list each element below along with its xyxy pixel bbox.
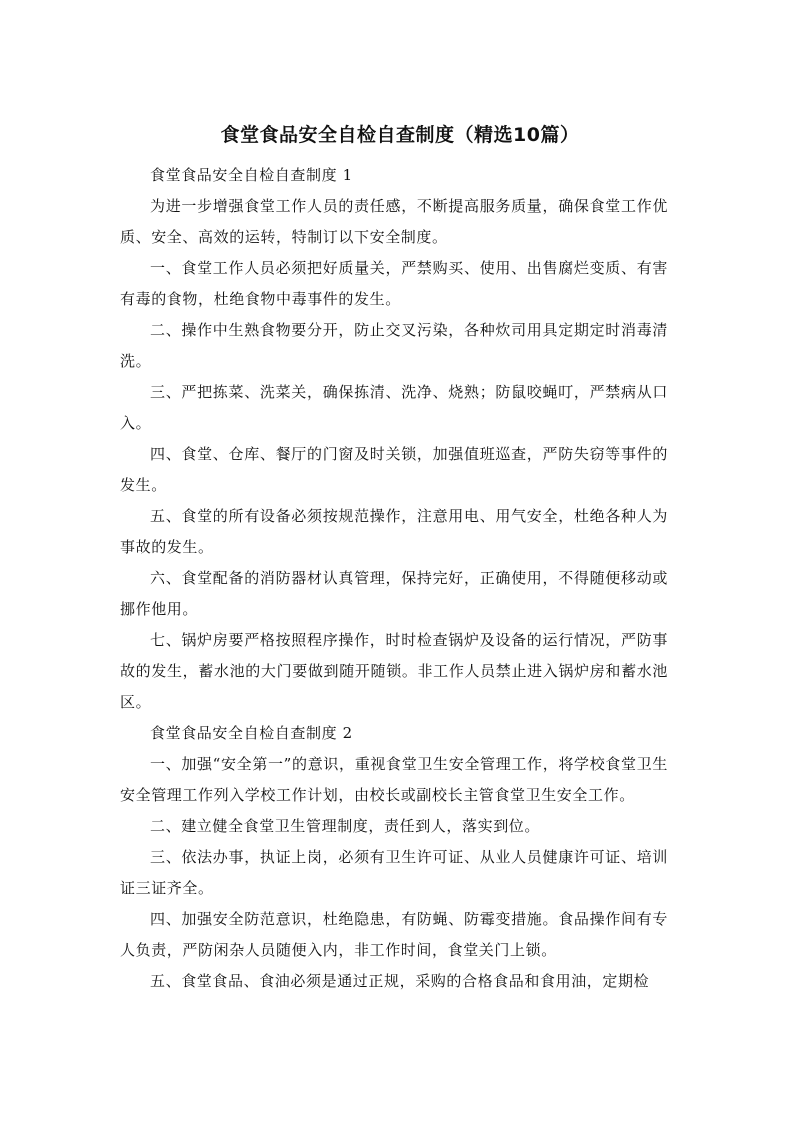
paragraph: 七、锅炉房要严格按照程序操作，时时检查锅炉及设备的运行情况，严防事故的发生，蓄水池的大门要做到随开随锁。非工作人员禁止进入锅炉房和蓄水池区。 xyxy=(120,631,668,711)
paragraph: 三、严把拣菜、洗菜关，确保拣清、洗净、烧熟；防鼠咬蝇叮，严禁病从口入。 xyxy=(120,383,668,432)
paragraph: 为进一步增强食堂工作人员的责任感，不断提高服务质量，确保食堂工作优质、安全、高效的运转，特制订以下安全制度。 xyxy=(120,197,668,246)
paragraph: 四、食堂、仓库、餐厅的门窗及时关锁，加强值班巡查，严防失窃等事件的发生。 xyxy=(120,445,668,494)
paragraph: 五、食堂的所有设备必须按规范操作，注意用电、用气安全，杜绝各种人为事故的发生。 xyxy=(120,507,668,556)
paragraph: 六、食堂配备的消防器材认真管理，保持完好，正确使用，不得随便移动或挪作他用。 xyxy=(120,569,668,618)
paragraph: 一、食堂工作人员必须把好质量关，严禁购买、使用、出售腐烂变质、有害有毒的食物，杜绝食物中毒事件的发生。 xyxy=(120,259,668,308)
paragraph: 二、操作中生熟食物要分开，防止交叉污染，各种炊司用具定期定时消毒清洗。 xyxy=(120,321,668,370)
section-heading: 食堂食品安全自检自查制度 2 xyxy=(150,724,353,742)
paragraph: 五、食堂食品、食油必须是通过正规，采购的合格食品和食用油，定期检 xyxy=(150,972,650,990)
paragraph: 四、加强安全防范意识，杜绝隐患，有防蝇、防霉变措施。食品操作间有专人负责，严防闲杂人员随便入内，非工作时间，食堂关门上锁。 xyxy=(120,910,668,959)
paragraph: 二、建立健全食堂卫生管理制度，责任到人，落实到位。 xyxy=(150,817,541,835)
document-body xyxy=(120,160,668,997)
section-heading: 食堂食品安全自检自查制度 1 xyxy=(150,166,353,184)
paragraph: 一、加强“安全第一”的意识，重视食堂卫生安全管理工作，将学校食堂卫生安全管理工作列入学校工作计划，由校长或副校长主管食堂卫生安全工作。 xyxy=(120,755,668,804)
paragraph: 三、依法办事，执证上岗，必须有卫生许可证、从业人员健康许可证、培训证三证齐全。 xyxy=(120,848,668,897)
document-title: 食堂食品安全自检自查制度（精选10篇） xyxy=(220,124,580,146)
